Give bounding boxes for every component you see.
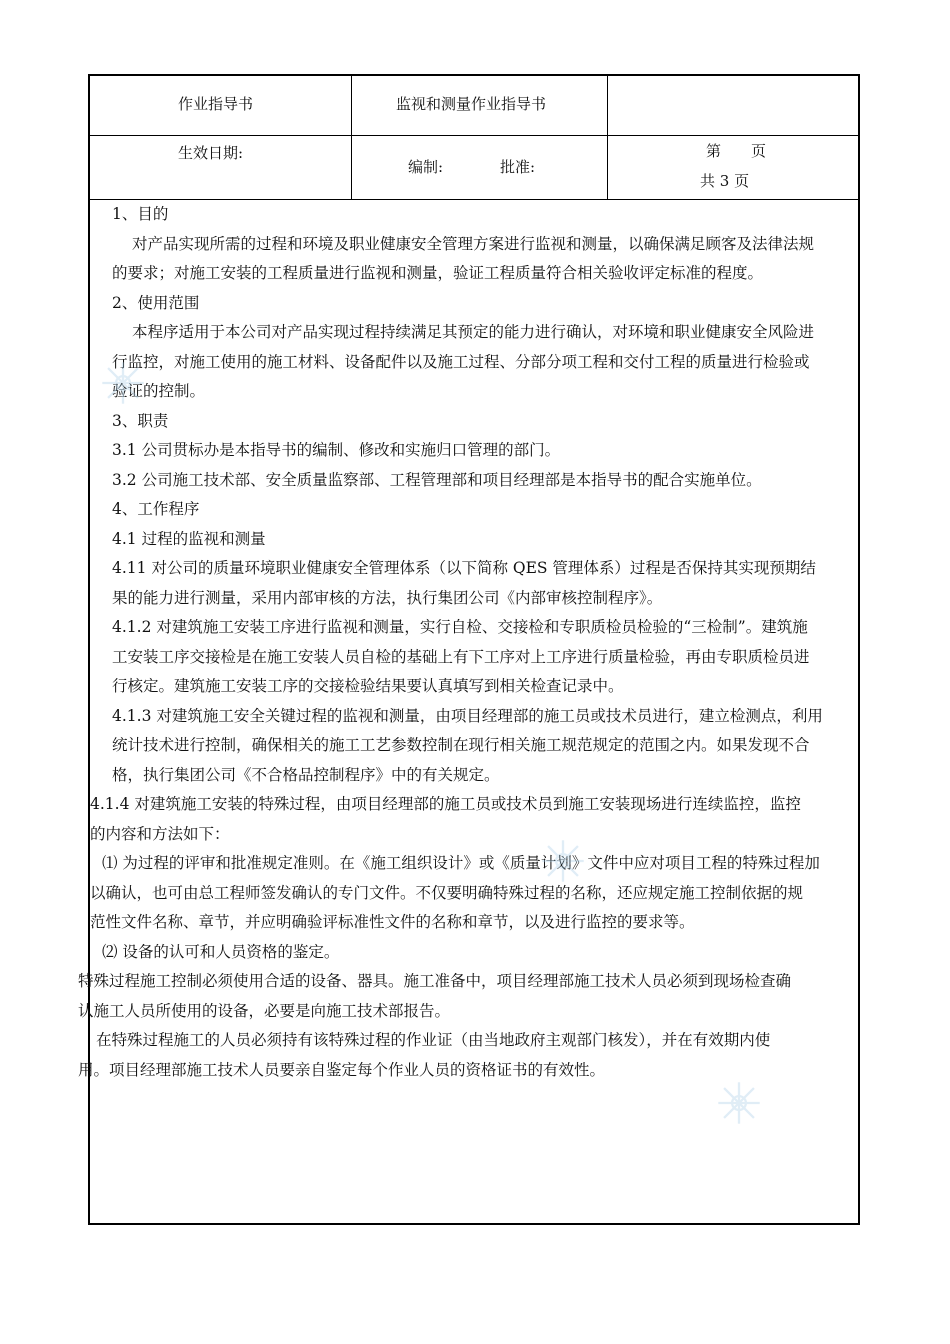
s4-14-line-1: 4.1.4 对建筑施工安装的特殊过程，由项目经理部的施工员或技术员到施工安装现场进行连续监控，监控 <box>90 795 801 813</box>
s4-12-line-3: 行核定。建筑施工安装工序的交接检验结果要认真填写到相关检查记录中。 <box>112 677 624 695</box>
s4-1-title: 4.1 过程的监视和测量 <box>112 529 266 548</box>
s4-14-line-2: 的内容和方法如下： <box>90 824 230 843</box>
watermark-snowflake-icon <box>716 1080 762 1126</box>
document-body <box>78 200 858 1085</box>
s3-item-2: 3.2 公司施工技术部、安全质量监察部、工程管理部和项目经理部是本指导书的配合实施单位。 <box>112 470 762 489</box>
item-2-line-1: ⑵ 设备的认可和人员资格的鉴定。 <box>102 942 340 961</box>
document-frame <box>78 74 860 1225</box>
watermark-snowflake-icon <box>540 838 586 884</box>
compiled-label: 编制: <box>408 158 444 176</box>
s4-12-line-1: 4.1.2 对建筑施工安装工序进行监视和测量，实行自检、交接检和专职质检员检验的“三检制”。建筑施 <box>112 618 808 636</box>
item-1-line-1: ⑴ 为过程的评审和批准规定准则。在《施工组织设计》或《质量计划》文件中应对项目工程的特殊过程加 <box>102 854 820 872</box>
section-4-title: 4、工作程序 <box>112 500 200 518</box>
page-number-label: 第 页 <box>706 142 767 160</box>
header-divider-1 <box>351 76 352 200</box>
section-1-title: 1、目的 <box>112 205 169 223</box>
header-divider-2 <box>607 76 608 200</box>
approved-label: 批准: <box>500 158 536 176</box>
special-line-1: 特殊过程施工控制必须使用合适的设备、器具。施工准备中，项目经理部施工技术人员必须到现场检查确 <box>78 972 792 990</box>
doc-type-label: 作业指导书 <box>178 95 254 113</box>
s4-13-line-3: 格，执行集团公司《不合格品控制程序》中的有关规定。 <box>112 765 500 784</box>
cert-line-1: 在特殊过程施工的人员必须持有该特殊过程的作业证（由当地政府主观部门核发），并在有效期内使 <box>96 1031 771 1049</box>
watermark-snowflake-icon <box>100 360 146 406</box>
s4-11-line-1: 4.11 对公司的质量环境职业健康安全管理体系（以下简称 QES 管理体系）过程是否保持其实现预期结 <box>112 559 816 577</box>
section-3-title: 3、职责 <box>112 411 169 430</box>
doc-title: 监视和测量作业指导书 <box>396 95 547 113</box>
special-line-2: 认施工人员所使用的设备，必要是向施工技术部报告。 <box>78 1001 451 1020</box>
total-pages-label: 共 3 页 <box>700 172 750 190</box>
item-1-line-2: 以确认，也可由总工程师签发确认的专门文件。不仅要明确特殊过程的名称，还应规定施工控制依据的规 <box>90 883 804 902</box>
s2-line-1: 本程序适用于本公司对产品实现过程持续满足其预定的能力进行确认，对环境和职业健康安全风险进 <box>132 323 815 341</box>
cert-line-2: 用。项目经理部施工技术人员要亲自鉴定每个作业人员的资格证书的有效性。 <box>78 1060 606 1079</box>
item-1-line-3: 范性文件名称、章节，并应明确验评标准性文件的名称和章节，以及进行监控的要求等。 <box>90 913 695 931</box>
s2-line-2: 行监控，对施工使用的施工材料、设备配件以及施工过程、分部分项工程和交付工程的质量进行检验或 <box>112 352 810 371</box>
s4-11-line-2: 果的能力进行测量，采用内部审核的方法，执行集团公司《内部审核控制程序》。 <box>112 588 663 607</box>
s4-13-line-1: 4.1.3 对建筑施工安全关键过程的监视和测量，由项目经理部的施工员或技术员进行，建立检测点，利用 <box>112 706 823 725</box>
s1-line-1: 对产品实现所需的过程和环境及职业健康安全管理方案进行监视和测量，以确保满足顾客及法律法规 <box>132 234 815 253</box>
s4-12-line-2: 工安装工序交接检是在施工安装人员自检的基础上有下工序对上工序进行质量检验，再由专职质检员进 <box>112 647 810 666</box>
section-2-title: 2、使用范围 <box>112 293 200 312</box>
s2-line-3: 验证的控制。 <box>112 382 206 400</box>
s3-item-1: 3.1 公司贯标办是本指导书的编制、修改和实施归口管理的部门。 <box>112 441 561 459</box>
s1-line-2: 的要求；对施工安装的工程质量进行监视和测量，验证工程质量符合相关验收评定标准的程度。 <box>112 264 764 282</box>
s4-13-line-2: 统计技术进行控制，确保相关的施工工艺参数控制在现行相关施工规范规定的范围之内。如果发现不合 <box>112 736 810 754</box>
effective-date-label: 生效日期: <box>178 144 244 162</box>
